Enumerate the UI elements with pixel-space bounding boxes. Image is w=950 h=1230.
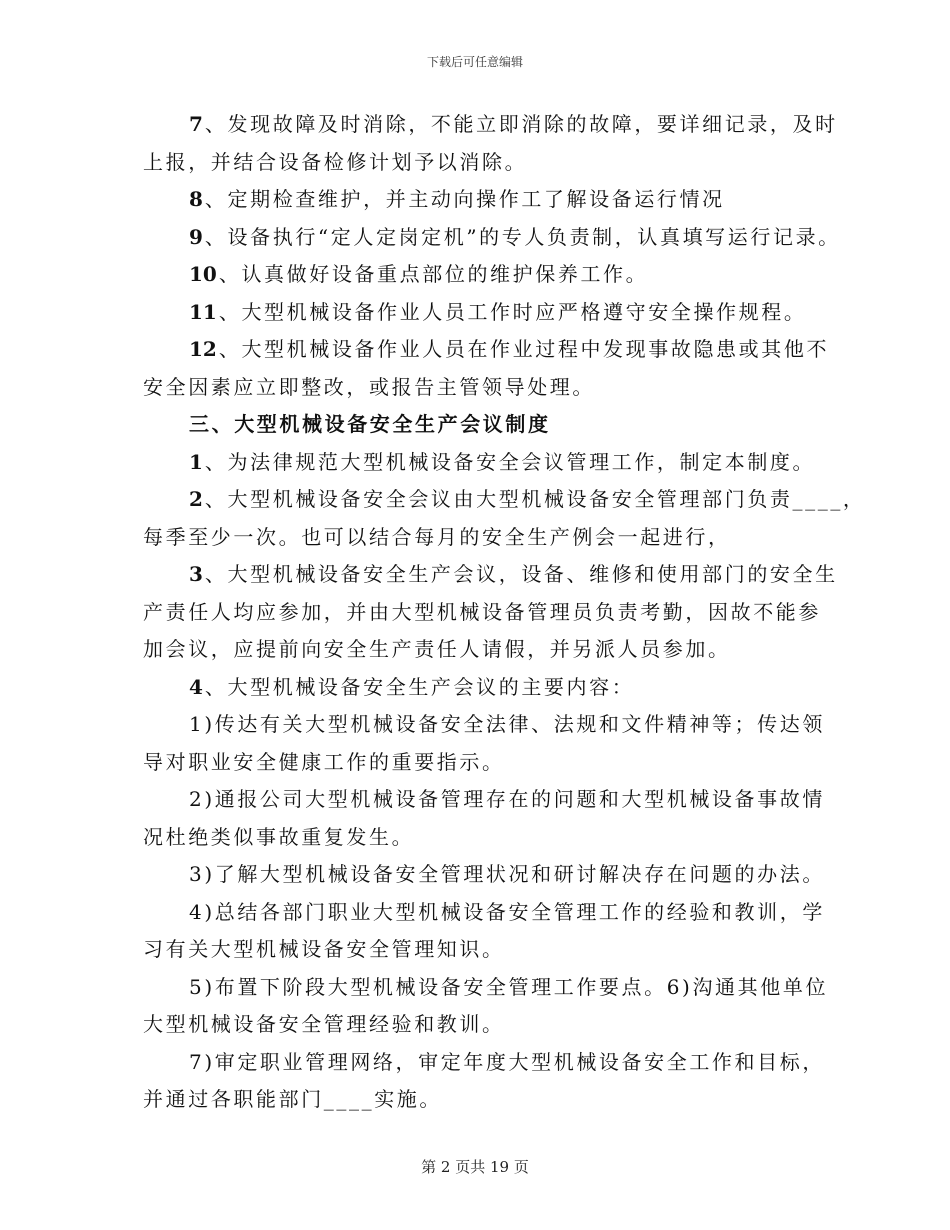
paragraph-line: 4)总结各部门职业大型机械设备安全管理工作的经验和教训，学 [189,899,825,924]
paragraph-line: 12 、大型机械设备作业人员在作业过程中发现事故隐患或其他不 [189,337,830,361]
paragraph-line: 导对职业安全健康工作的重要指示。 [143,749,505,774]
paragraph-line: 大型机械设备安全管理经验和教训。 [143,1012,505,1036]
paragraph-line: 上报，并结合设备检修计划予以消除。 [143,149,528,174]
paragraph-line: 产责任人均应参加，并由大型机械设备管理员负责考勤，因故不能参 [143,599,821,624]
section-heading: 三、大型机械设备安全生产会议制度 [189,412,551,436]
paragraph-line: 并通过各职能部门____实施。 [143,1087,442,1111]
paragraph-line: 11 、大型机械设备作业人员工作时应严格遵守安全操作规程。 [189,299,807,324]
paragraph-line: 9 、设备执行“定人定岗定机”的专人负责制，认真填写运行记录。 [189,224,841,249]
paragraph-line: 3 、大型机械设备安全生产会议，设备、维修和使用部门的安全生 [189,562,838,586]
paragraph-line: 4 、大型机械设备安全生产会议的主要内容： [189,674,635,699]
paragraph-line: 5)布置下阶段大型机械设备安全管理工作要点。6)沟通其他单位 [189,974,829,999]
paragraph-line: 3)了解大型机械设备安全管理状况和研讨解决存在问题的办法。 [189,862,825,886]
document-body [143,106,866,1119]
paragraph-line: 2)通报公司大型机械设备管理存在的问题和大型机械设备事故情 [189,787,825,811]
page-header: 下载后可任意编辑 [426,55,523,69]
paragraph-line: 1 、为法律规范大型机械设备安全会议管理工作，制定本制度。 [189,449,816,474]
paragraph-line: 安全因素应立即整改，或报告主管领导处理。 [143,374,595,399]
paragraph-line: 7 、发现故障及时消除，不能立即消除的故障，要详细记录，及时 [189,112,838,136]
paragraph-line: 8 、定期检查维护，并主动向操作工了解设备运行情况 [189,187,725,211]
page-footer: 第 2 页共 19 页 [421,1158,529,1176]
paragraph-line: 10 、认真做好设备重点部位的维护保养工作。 [189,262,649,286]
paragraph-line: 况杜绝类似事故重复发生。 [143,824,415,849]
paragraph-line: 1)传达有关大型机械设备安全法律、法规和文件精神等；传达领 [189,712,825,736]
paragraph-line: 7)审定职业管理网络，审定年度大型机械设备安全工作和目标， [189,1049,825,1074]
paragraph-line: 加会议，应提前向安全生产责任人请假，并另派人员参加。 [143,637,731,661]
paragraph-line: 习有关大型机械设备安全管理知识。 [143,937,505,961]
paragraph-line: 2 、大型机械设备安全会议由大型机械设备安全管理部门负责____， [189,487,866,511]
paragraph-line: 每季至少一次。也可以结合每月的安全生产例会一起进行， [143,524,731,549]
